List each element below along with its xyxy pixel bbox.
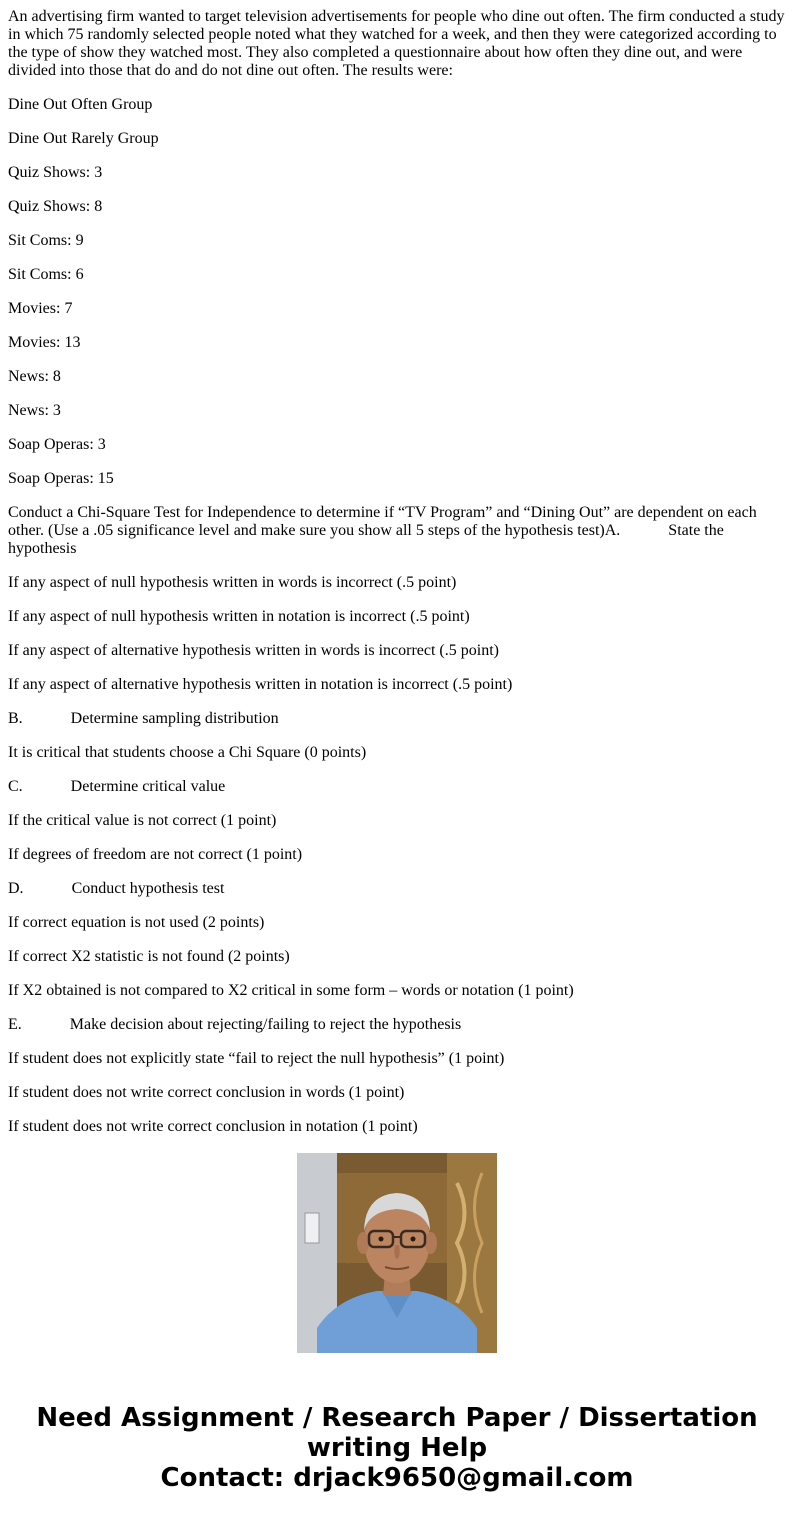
step-a-item: If any aspect of null hypothesis written in words is incorrect (.5 point) xyxy=(8,574,457,591)
step-a-item: If any aspect of alternative hypothesis written in words is incorrect (.5 point) xyxy=(8,642,499,659)
step-c-item: If the critical value is not correct (1 point) xyxy=(8,812,277,829)
step-e-heading xyxy=(8,1016,788,1034)
document-body xyxy=(8,0,788,1135)
step-b-item: It is critical that students choose a Chi Square (0 points) xyxy=(8,744,367,761)
data-line-movies-often: Movies: 7 xyxy=(8,300,73,317)
intro-paragraph: An advertising firm wanted to target television advertisements for people who dine out often. The firm conducted a study in which 75 randomly selected people noted what they watched for a week, and then they were categorized according to the type of show they watched most. They also completed a questionnaire about how often they dine out, and were divided into those that do and do not dine out often. The results were: xyxy=(8,8,785,79)
promo-line-2: writing Help xyxy=(306,1433,488,1463)
step-e-item: If student does not write correct conclusion in notation (1 point) xyxy=(8,1118,418,1135)
step-c-item: If degrees of freedom are not correct (1 point) xyxy=(8,846,303,863)
step-e-item: If student does not write correct conclusion in words (1 point) xyxy=(8,1084,405,1101)
step-e-label: Make decision about rejecting/failing to reject the hypothesis xyxy=(69,1016,462,1033)
step-a-label: State the hypothesis xyxy=(8,522,724,557)
step-c-letter: C. xyxy=(8,778,23,795)
step-b-letter: B. xyxy=(8,710,23,727)
data-line-quiz-rarely: Quiz Shows: 8 xyxy=(8,198,103,215)
data-line-soap-often: Soap Operas: 3 xyxy=(8,436,106,453)
promo-line-1: Need Assignment / Research Paper / Dissertation xyxy=(36,1403,758,1433)
data-line-news-often: News: 8 xyxy=(8,368,61,385)
avatar-portrait-icon xyxy=(297,1153,497,1353)
step-b-heading xyxy=(8,710,788,728)
step-d-label: Conduct hypothesis test xyxy=(71,880,225,897)
step-d-item: If correct X2 statistic is not found (2 points) xyxy=(8,948,290,965)
step-c-label: Determine critical value xyxy=(70,778,226,795)
step-e-letter: E. xyxy=(8,1016,22,1033)
data-line-sitcoms-often: Sit Coms: 9 xyxy=(8,232,84,249)
step-d-letter: D. xyxy=(8,880,24,897)
step-d-heading xyxy=(8,880,788,898)
promo-contact: Contact: drjack9650@gmail.com xyxy=(160,1463,634,1493)
group-often-heading: Dine Out Often Group xyxy=(8,96,153,113)
group-rarely-heading: Dine Out Rarely Group xyxy=(8,130,159,147)
step-a-item: If any aspect of null hypothesis written in notation is incorrect (.5 point) xyxy=(8,608,470,625)
data-line-soap-rarely: Soap Operas: 15 xyxy=(8,470,114,487)
data-line-quiz-often: Quiz Shows: 3 xyxy=(8,164,103,181)
step-d-item: If correct equation is not used (2 points) xyxy=(8,914,265,931)
step-e-item: If student does not explicitly state “fail to reject the null hypothesis” (1 point) xyxy=(8,1050,505,1067)
step-b-label: Determine sampling distribution xyxy=(70,710,279,727)
step-a-item: If any aspect of alternative hypothesis written in notation is incorrect (.5 point) xyxy=(8,676,513,693)
instructions-text: Conduct a Chi-Square Test for Independence to determine if “TV Program” and “Dining Out” are dependent on each other. (Use a .05 significance level and make sure you show all 5 steps of the hypothesis test)A. xyxy=(8,504,757,539)
data-line-sitcoms-rarely: Sit Coms: 6 xyxy=(8,266,84,283)
avatar xyxy=(297,1153,497,1353)
step-c-heading xyxy=(8,778,788,796)
data-line-movies-rarely: Movies: 13 xyxy=(8,334,81,351)
step-d-item: If X2 obtained is not compared to X2 critical in some form – words or notation (1 point) xyxy=(8,982,574,999)
promo-banner xyxy=(0,1403,794,1493)
instructions-paragraph xyxy=(8,504,788,558)
data-line-news-rarely: News: 3 xyxy=(8,402,61,419)
